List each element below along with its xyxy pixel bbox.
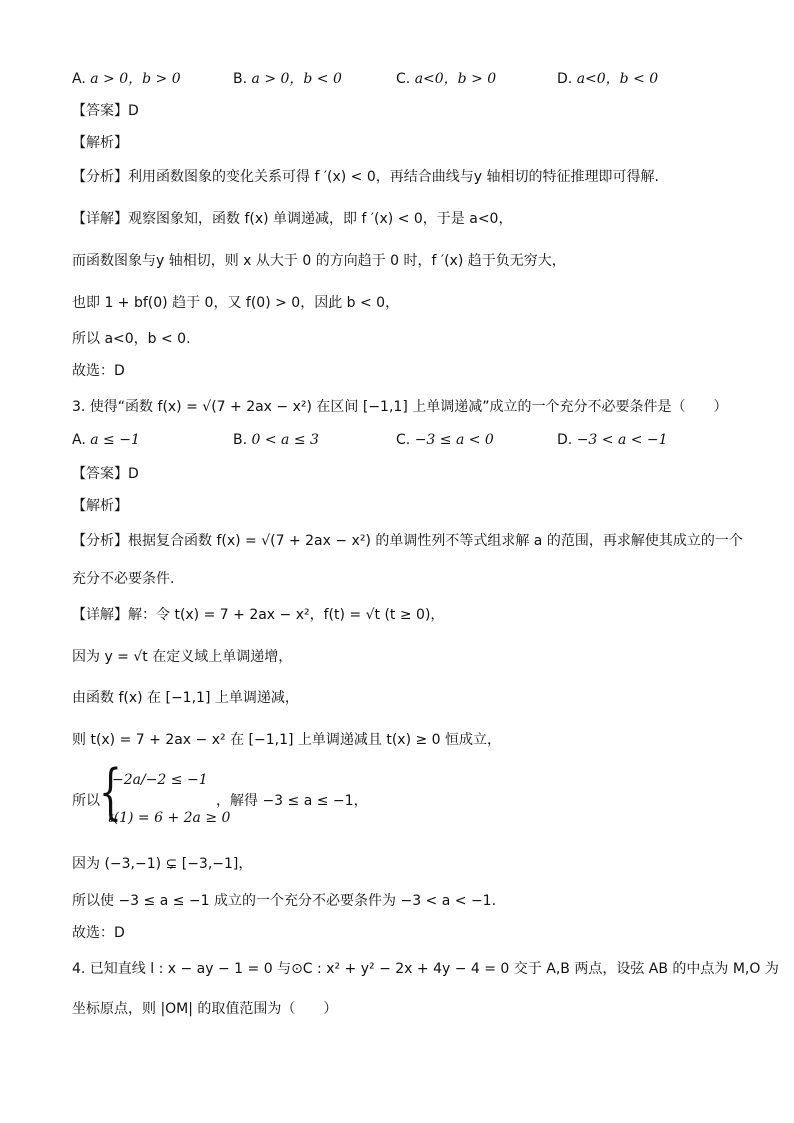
q3-stem: 3. 使得“函数 f(x) = √(7 + 2ax − x²) 在区间 [−1,1] 上单调递减”成立的一个充分不必要条件是（ ） [72, 399, 728, 415]
q3-line4: 因为 (−3,−1) ⊊ [−3,−1]， [72, 856, 253, 872]
q2-fenxi: 【分析】利用函数图象的变化关系可得 f ′(x) < 0，再结合曲线与y 轴相切的特征推理即可得解. [72, 169, 659, 185]
q3-xiangjie: 【详解】解：令 t(x) = 7 + 2ax − x²，f(t) = √t (t ≥ 0)， [72, 607, 445, 623]
q3-option-d: D. −3 < a < −1 [557, 432, 668, 448]
q3-option-c: C. −3 ≤ a < 0 [396, 432, 494, 448]
q3-fenxi-1: 【分析】根据复合函数 f(x) = √(7 + 2ax − x²) 的单调性列不等式组求解 a 的范围，再求解使其成立的一个 [72, 533, 743, 549]
q4-stem-2: 坐标原点，则 |OM| 的取值范围为（ ） [72, 1001, 338, 1017]
q3-system-row2: t(1) = 6 + 2a ≥ 0 [108, 810, 231, 826]
q3-system-row1: −2a/−2 ≤ −1 [112, 772, 208, 788]
q3-line1: 因为 y = √t 在定义域上单调递增， [72, 649, 293, 665]
system-brace-icon: { [99, 757, 122, 827]
q3-system-suffix: ，解得 −3 ≤ a ≤ −1， [216, 793, 368, 809]
q2-option-b: B. a > 0，b < 0 [233, 71, 342, 87]
q2-choose: 故选：D [72, 363, 125, 379]
q2-analysis-heading: 【解析】 [72, 135, 128, 151]
q3-option-a: A. a ≤ −1 [72, 432, 140, 448]
q3-line5: 所以使 −3 ≤ a ≤ −1 成立的一个充分不必要条件为 −3 < a < −1. [72, 893, 497, 909]
q2-xiangjie: 【详解】观察图象知，函数 f(x) 单调递减，即 f ′(x) < 0，于是 a<0， [72, 211, 513, 227]
q3-line2: 由函数 f(x) 在 [−1,1] 上单调递减， [72, 690, 299, 706]
q2-answer: 【答案】D [72, 103, 139, 119]
q3-answer: 【答案】D [72, 466, 139, 482]
q3-line3: 则 t(x) = 7 + 2ax − x² 在 [−1,1] 上单调递减且 t(x) ≥ 0 恒成立， [72, 732, 502, 748]
q2-line3: 也即 1 + bf(0) 趋于 0，又 f(0) > 0，因此 b < 0， [72, 295, 400, 311]
q3-option-b: B. 0 < a ≤ 3 [233, 432, 319, 448]
q2-option-d: D. a<0，b < 0 [557, 71, 659, 87]
q4-stem-1: 4. 已知直线 l : x − ay − 1 = 0 与⊙C : x² + y² − 2x + 4y − 4 = 0 交于 A,B 两点，设弦 AB 的中点为 M,O 为 [72, 961, 779, 977]
q2-option-a: A. a > 0，b > 0 [72, 71, 181, 87]
q3-choose: 故选：D [72, 925, 125, 941]
q2-line2: 而函数图象与y 轴相切，则 x 从大于 0 的方向趋于 0 时，f ′(x) 趋于负无穷大， [72, 253, 566, 269]
q3-analysis-heading: 【解析】 [72, 498, 128, 514]
q3-system-prefix: 所以 [72, 793, 100, 809]
q2-option-c: C. a<0，b > 0 [396, 71, 497, 87]
q3-fenxi-2: 充分不必要条件. [72, 571, 175, 587]
q2-line4: 所以 a<0，b < 0. [72, 331, 191, 347]
